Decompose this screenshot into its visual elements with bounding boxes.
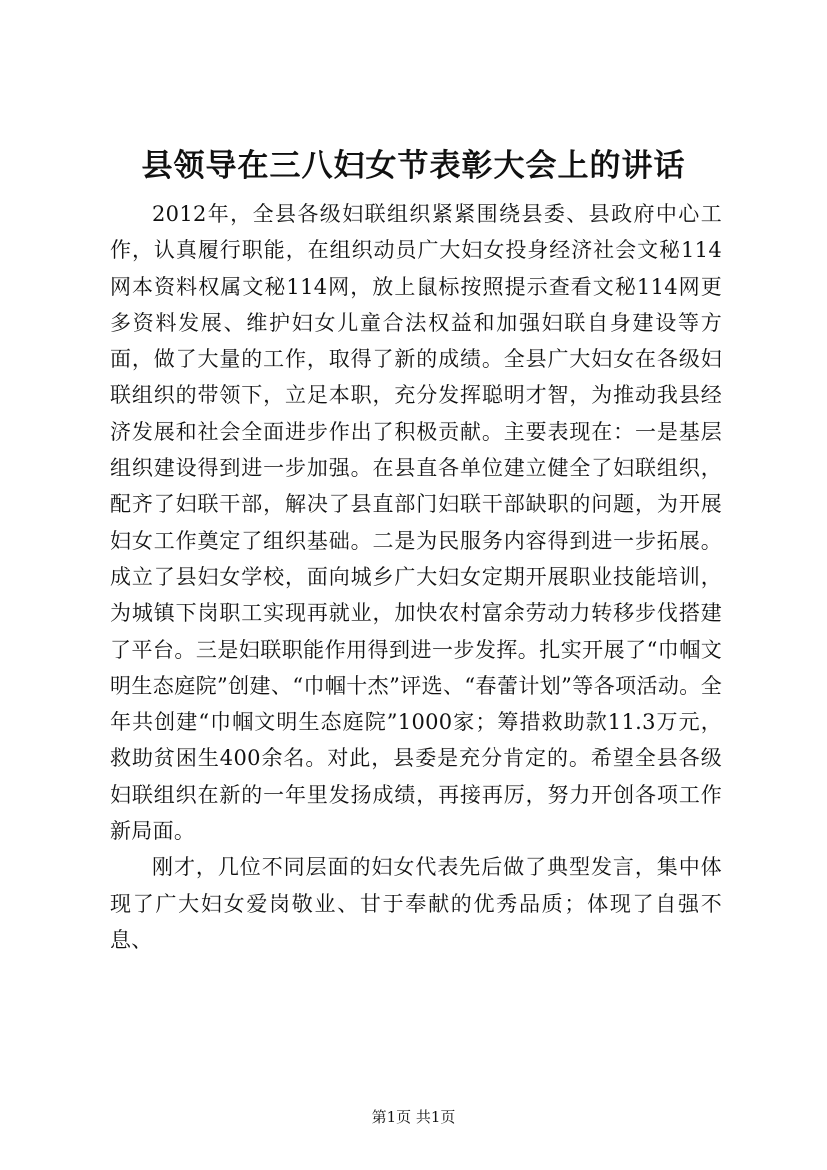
paragraph-2: 刚才，几位不同层面的妇女代表先后做了典型发言，集中体现了广大妇女爱岗敬业、甘于奉献的优秀品质；体现了自强不息、 [110,855,722,952]
page-number-footer: 第1页 共1页 [371,1108,456,1126]
document-title: 县领导在三八妇女节表彰大会上的讲话 [141,148,686,184]
paragraph-1: 2012年，全县各级妇联组织紧紧围绕县委、县政府中心工作，认真履行职能，在组织动员广大妇女投身经济社会文秘114网本资料权属文秘114网，放上鼠标按照提示查看文秘114网更多资料发展、维护妇女儿童合法权益和加强妇联自身建设等方面，做了大量的工作，取得了新的成绩。全县广大妇女在各级妇联组织的带领下，立足本职，充分发挥聪明才智，为推动我县经济发展和社会全面进步作出了积极贡献。主要表现在：一是基层组织建设得到进一步加强。在县直各单位建立健全了妇联组织，配齐了妇联干部，解决了县直部门妇联干部缺职的问题，为开展妇女工作奠定了组织基础。二是为民服务内容得到进一步拓展。成立了县妇女学校，面向城乡广大妇女定期开展职业技能培训，为城镇下岗职工实现再就业，加快农村富余劳动力转移步伐搭建了平台。三是妇联职能作用得到进一步发挥。扎实开展了“巾帼文明生态庭院”创建、“巾帼十杰”评选、“春蕾计划”等各项活动。全年共创建“巾帼文明生态庭院”1000家；筹措救助款11.3万元，救助贫困生400余名。对此，县委是充分肯定的。希望全县各级妇联组织在新的一年里发扬成绩，再接再厉，努力开创各项工作新局面。 [110,202,722,844]
document-body [110,196,722,958]
